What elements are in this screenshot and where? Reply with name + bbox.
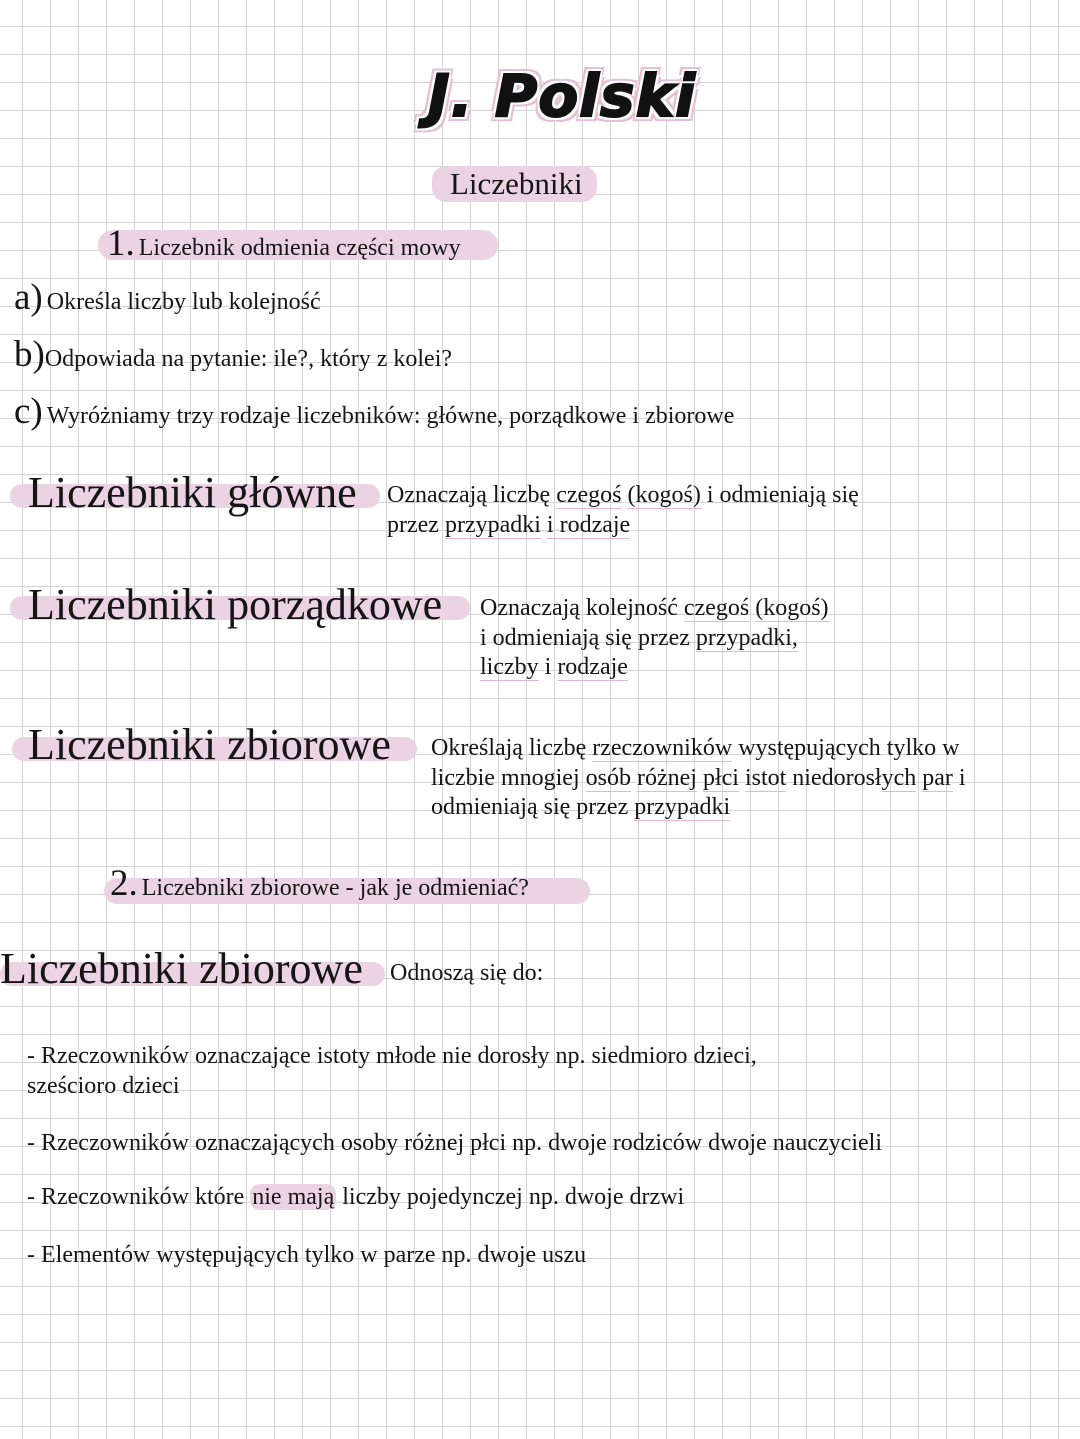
type-heading-glowne: Liczebniki główne — [28, 468, 357, 517]
bullet-text-line2: sześcioro dzieci — [27, 1072, 180, 1099]
underlined-word: par — [922, 764, 953, 791]
type-desc-glowne — [387, 481, 859, 540]
underlined-word: ych — [881, 764, 917, 791]
desc-text: liczbie mnogiej — [431, 764, 586, 791]
bullet-text: - Rzeczowników które — [27, 1184, 251, 1210]
underlined-word: przypadki — [634, 794, 731, 820]
desc-text: występujących tylko w — [732, 735, 960, 761]
section2-text: Liczebniki zbiorowe - jak je odmieniać? — [141, 875, 529, 901]
underlined-word: czegoś — [556, 482, 622, 508]
desc-text: i — [952, 764, 966, 791]
desc-text: odmieniają się przez — [431, 794, 635, 820]
desc-text: i odmieniają się — [700, 482, 859, 508]
underlined-word: liczby — [480, 654, 539, 680]
bullet-item — [27, 1042, 757, 1101]
bullet-highlight: nie mają — [252, 1184, 335, 1210]
type-desc-zbiorowe — [431, 734, 966, 823]
section2-heading — [110, 862, 529, 905]
underlined-word: płci — [702, 764, 739, 791]
bullet-item — [27, 1129, 882, 1159]
type-heading-zbiorowe: Liczebniki zbiorowe — [28, 720, 391, 769]
underlined-word: osób — [585, 764, 631, 791]
point-a — [14, 276, 321, 319]
underlined-word: czegoś — [683, 595, 750, 621]
underlined-word: różnej — [636, 764, 697, 791]
underlined-word: (kogoś) — [755, 595, 829, 621]
bullet-text: - Rzeczowników oznaczające istoty młode nie dorosły np. siedmioro dzieci, — [27, 1043, 757, 1069]
underlined-word: rodzaje — [557, 654, 628, 680]
desc-text: niedorosł — [786, 764, 882, 791]
bullet-item — [27, 1241, 586, 1271]
section2-number: 2. — [110, 863, 138, 904]
underlined-word: i rodzaje — [546, 511, 631, 538]
type-desc-porzadkowe — [480, 594, 829, 683]
bullet-item — [27, 1183, 684, 1213]
desc-text — [622, 482, 628, 508]
point-text: Wyróżniamy trzy rodzaje liczebników: główne, porządkowe i zbiorowe — [46, 403, 735, 429]
desc-text: Określają liczbę — [431, 735, 593, 761]
point-letter: c) — [14, 391, 43, 432]
underlined-word: przypadki, — [695, 624, 798, 651]
page-title: J. Polski — [428, 62, 697, 130]
type-heading-porzadkowe: Liczebniki porządkowe — [28, 580, 443, 629]
point-letter: b) — [14, 334, 45, 375]
point-letter: a) — [14, 277, 43, 318]
point-text: Określa liczby lub kolejność — [46, 289, 321, 315]
collective-desc: Odnoszą się do: — [390, 960, 544, 986]
section1-number: 1. — [107, 223, 135, 264]
collective-heading: Liczebniki zbiorowe — [0, 944, 363, 993]
desc-text: i odmieniają się przez — [480, 624, 696, 651]
bullet-text: - Elementów występujących tylko w parze np. dwoje uszu — [27, 1242, 587, 1268]
desc-text: Oznaczają kolejność — [480, 595, 684, 621]
desc-text: i — [538, 654, 558, 680]
point-text: Odpowiada na pytanie: ile?, który z kolei? — [44, 346, 453, 372]
point-b — [14, 333, 452, 376]
bullet-text: - Rzeczowników oznaczających osoby różnej płci np. dwoje rodziców dwoje nauczycieli — [27, 1130, 882, 1156]
desc-text: przez — [387, 511, 445, 538]
underlined-word: przypadki — [444, 511, 541, 538]
underlined-word: rzeczowników — [592, 735, 733, 761]
underlined-word: (kogoś) — [627, 482, 701, 508]
point-c — [14, 390, 734, 433]
underlined-word: istot — [744, 764, 787, 791]
section1-text: Liczebnik odmienia części mowy — [138, 235, 461, 261]
desc-text: Oznaczają liczbę — [387, 482, 557, 508]
bullet-text: liczby pojedynczej np. dwoje drzwi — [336, 1184, 685, 1210]
subtitle: Liczebniki — [432, 166, 597, 202]
section1-heading — [107, 222, 461, 265]
